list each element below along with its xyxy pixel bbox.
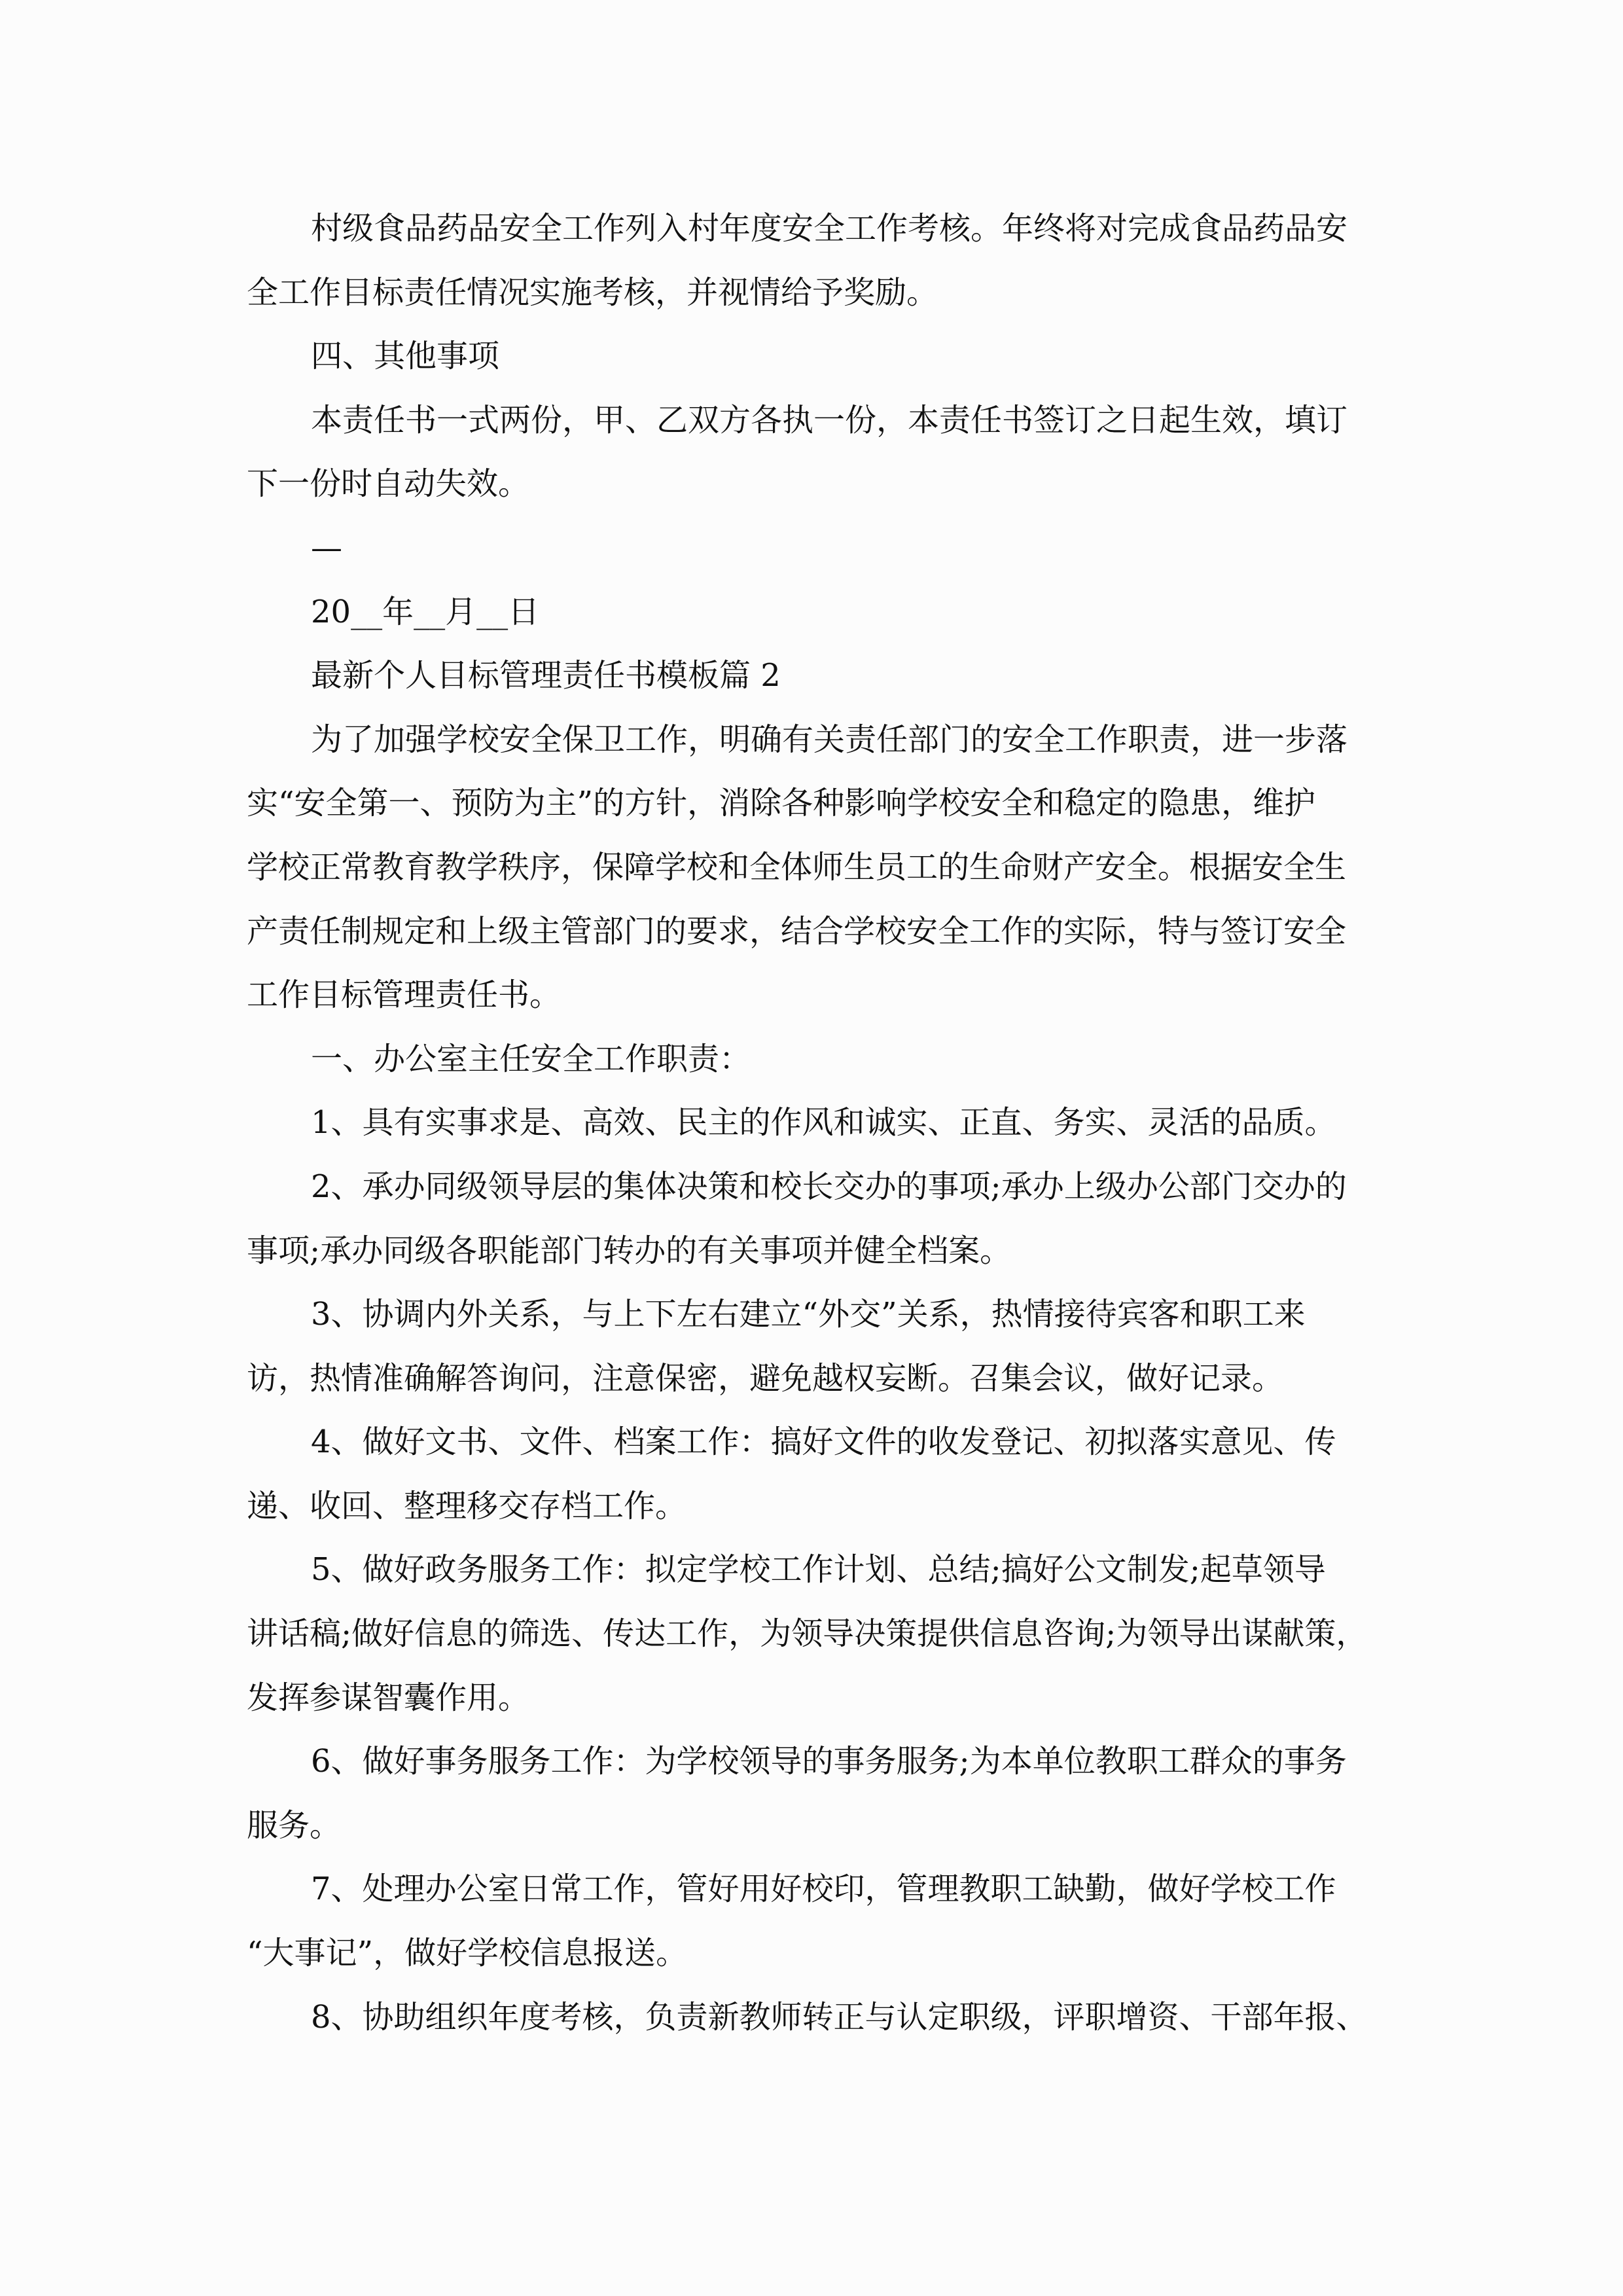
text-line: 1、具有实事求是、高效、民主的作风和诚实、正直、务实、灵活的品质。: [311, 1104, 1336, 1141]
text-line: 访，热情准确解答询问，注意保密，避免越权妄断。召集会议，做好记录。: [247, 1359, 1284, 1397]
date-line: 20__年__月__日: [311, 593, 540, 630]
list-item-1: [247, 1091, 1385, 1155]
list-item-5: [247, 1538, 1385, 1730]
text-line: 6、做好事务服务工作：为学校领导的事务服务;为本单位教职工群众的事务: [311, 1743, 1347, 1780]
text-line: 3、协调内外关系，与上下左右建立“外交”关系，热情接待宾客和职工来: [311, 1296, 1306, 1333]
paragraph-copies: [247, 389, 1385, 516]
list-item-7: [247, 1857, 1385, 1985]
document-page: [247, 197, 1385, 2049]
text-line: 递、收回、整理移交存档工作。: [247, 1487, 687, 1524]
text-line: 事项;承办同级各职能部门转办的有关事项并健全档案。: [247, 1232, 1012, 1269]
text-line: 发挥参谋智囊作用。: [247, 1679, 530, 1716]
text-line: 产责任制规定和上级主管部门的要求，结合学校安全工作的实际，特与签订安全: [247, 912, 1347, 950]
text-line: 4、做好文书、文件、档案工作：搞好文件的收发登记、初拟落实意见、传: [311, 1424, 1336, 1461]
text-line: 2、承办同级领导层的集体决策和校长交办的事项;承办上级办公部门交办的: [311, 1168, 1347, 1205]
text-line: 工作目标管理责任书。: [247, 977, 562, 1014]
text-line: 全工作目标责任情况实施考核，并视情给予奖励。: [247, 274, 938, 311]
text-line: 下一份时自动失效。: [247, 465, 530, 503]
paragraph-assessment: [247, 197, 1385, 325]
list-item-2: [247, 1155, 1385, 1283]
paragraph-intro: [247, 708, 1385, 1028]
list-item-8: [247, 1986, 1385, 2050]
text-line: 7、处理办公室日常工作，管好用好校印，管理教职工缺勤，做好学校工作: [311, 1871, 1336, 1908]
text-line: 5、做好政务服务工作：拟定学校工作计划、总结;搞好公文制发;起草领导: [311, 1551, 1326, 1588]
list-item-6: [247, 1730, 1385, 1857]
list-item-4: [247, 1410, 1385, 1538]
section-heading-other-matters: 四、其他事项: [311, 338, 500, 375]
template-title: 最新个人目标管理责任书模板篇 2: [311, 657, 781, 694]
text-line: 为了加强学校安全保卫工作，明确有关责任部门的安全工作职责，进一步落: [311, 721, 1348, 758]
text-line: 本责任书一式两份，甲、乙双方各执一份，本责任书签订之日起生效，填订: [311, 401, 1348, 439]
text-line: “大事记”，做好学校信息报送。: [247, 1935, 688, 1972]
text-line: 8、协助组织年度考核，负责新教师转正与认定职级，评职增资、干部年报、: [311, 1998, 1368, 2036]
list-item-3: [247, 1283, 1385, 1410]
text-line: 实“安全第一、预防为主”的方针，消除各种影响学校安全和稳定的隐患，维护: [247, 785, 1316, 822]
text-line: 村级食品药品安全工作列入村年度安全工作考核。年终将对完成食品药品安: [311, 210, 1348, 247]
section-heading-office-director: 一、办公室主任安全工作职责：: [311, 1040, 751, 1077]
text-line: 服务。: [247, 1806, 342, 1844]
text-line: 学校正常教育教学秩序，保障学校和全体师生员工的生命财产安全。根据安全生: [247, 848, 1347, 886]
text-line: 讲话稿;做好信息的筛选、传达工作，为领导决策提供信息咨询;为领导出谋献策，: [247, 1615, 1368, 1653]
signature-dash: —: [311, 529, 342, 566]
